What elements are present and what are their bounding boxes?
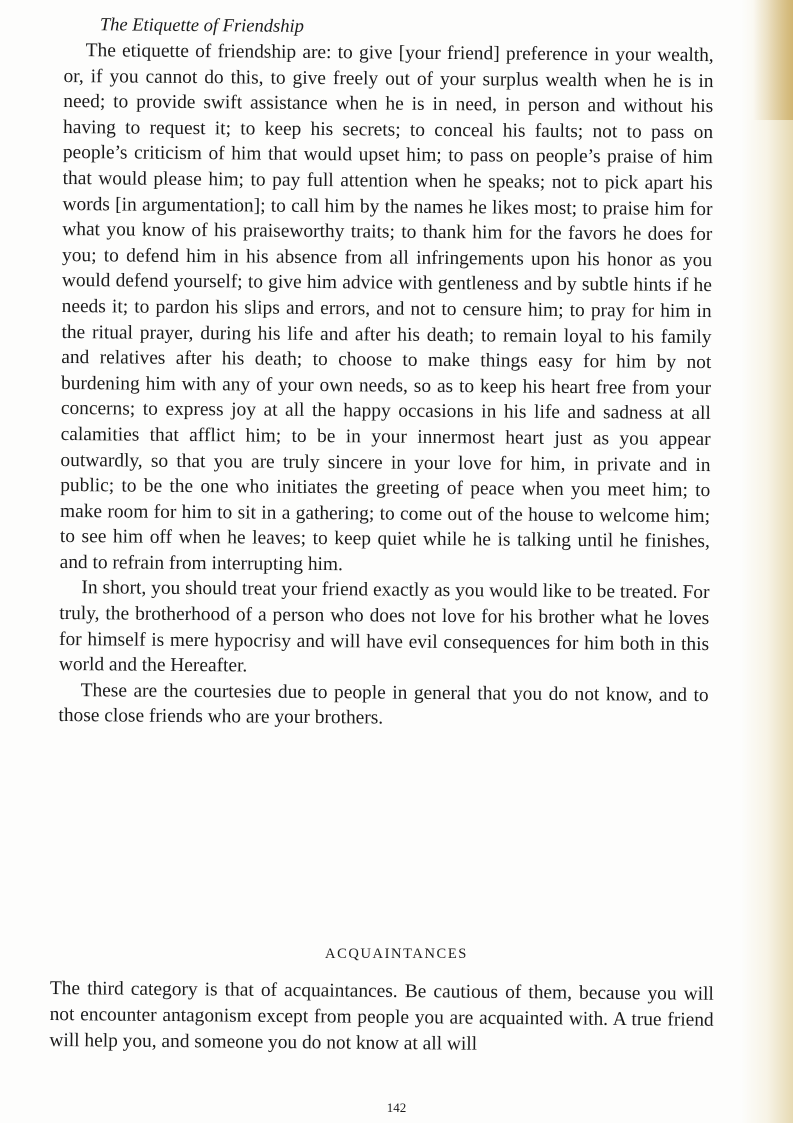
paragraph-etiquette-list: The etiquette of friendship are: to give [your friend] preference in your wealth, or, if you cannot do this, to give freely out of your surplus wealth when he is in need; to provide swift assistance when he is in need, in person and without his having to request it; to keep his secrets; to conceal his faults; not to pass on people’s criticism of him that would upset him; to pass on people’s praise of him that would please him; to pay full attention when he speaks; not to pick apart his words [in argumentation]; to call him by the names he likes most; to praise him for what you know of his praiseworthy traits; to thank him for the favors he does for you; to defend him in his absence from all infringements upon his honor as you would defend yourself; to give him advice with gentleness and by subtle hints if he needs it; to pardon his slips and errors, and not to censure him; to pray for him in the ritual prayer, during his life and after his death; to remain loyal to his family and relatives after his death; to choose to make things easy for him by not burdening him with any of your own needs, so as to keep his heart free from your concerns; to express joy at all the happy occasions in his life and sadness at all calamities that afflict him; to be in your innermost heart just as you appear outwardly, so that you are truly sincere in your love for him, in private and in public; to be the one who initiates the greeting of peace when you meet him; to make room for him to sit in a gathering; to come out of the house to welcome him; to see him off when he leaves; to keep quiet while he is talking until he finishes, and to refrain from interrupting him. xyxy=(59,40,714,576)
acquaintances-heading: ACQUAINTANCES xyxy=(325,946,468,962)
friendship-section xyxy=(58,12,714,734)
paragraph-in-short: In short, you should treat your friend exactly as you would like to be treated. For truly, the brotherhood of a person who does not love for his brother what he loves for himself is mere hypocrisy and will have evil consequences for him both in this world and the Hereafter. xyxy=(58,577,710,677)
page-corner-tint xyxy=(753,0,793,120)
acquaintances-paragraph: The third category is that of acquaintances. Be cautious of them, because you will not encounter antagonism except from people you are acquainted with. A true friend will help you, and someone you do not know at all will xyxy=(49,977,714,1055)
page-number: 142 xyxy=(386,1100,407,1115)
section-title: The Etiquette of Friendship xyxy=(99,15,304,37)
paragraph-courtesies: These are the courtesies due to people in general that you do not know, and to those close friends who are your brothers. xyxy=(58,679,709,729)
